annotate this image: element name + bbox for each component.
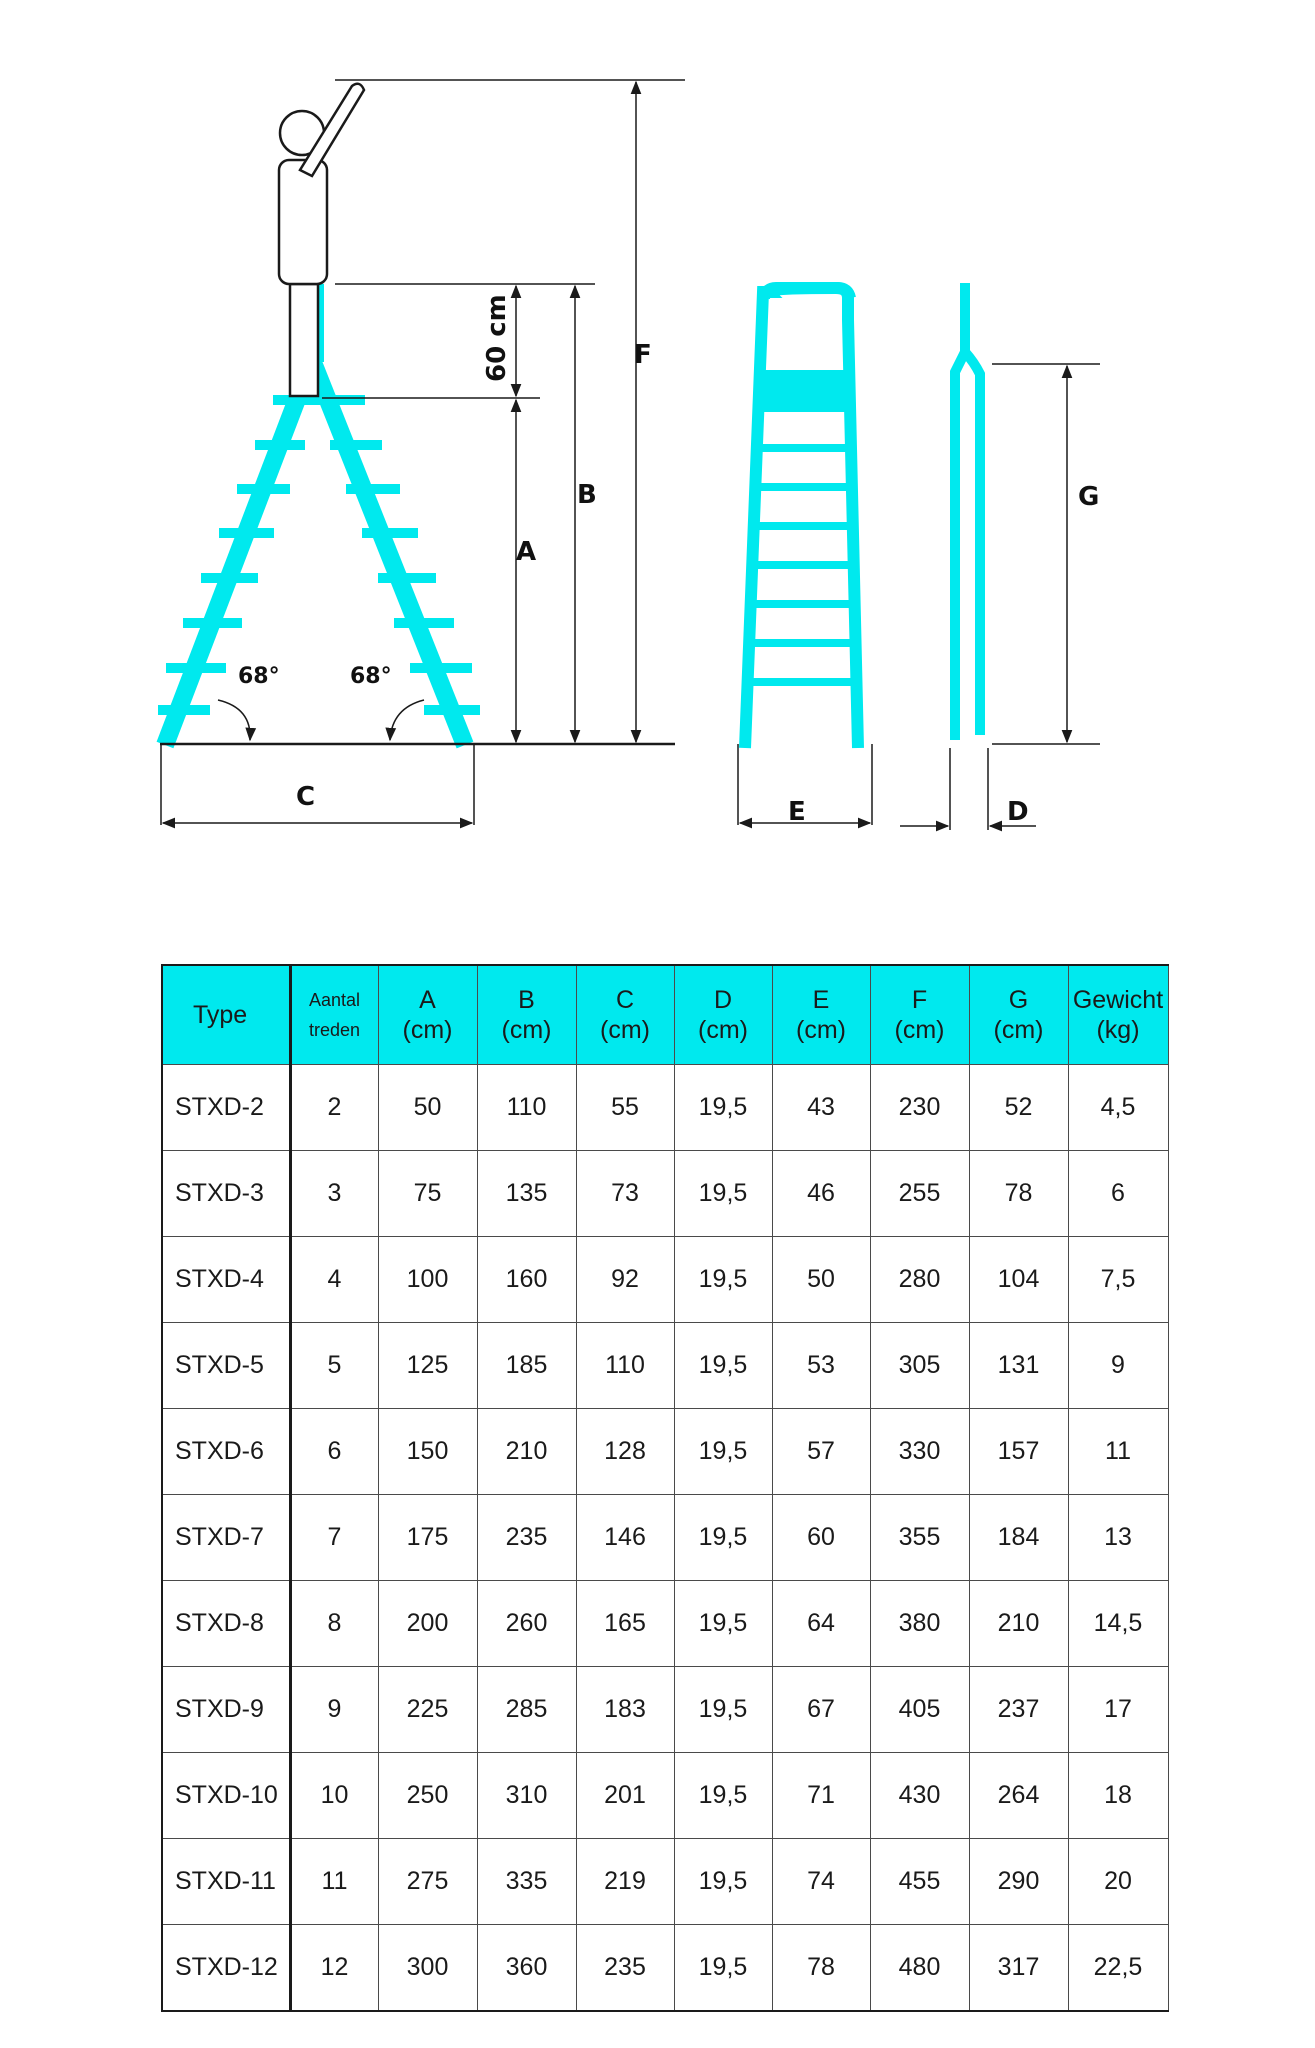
angle-right-label: 68° — [350, 664, 392, 689]
profile-rail-back — [955, 283, 965, 740]
cell-type: STXD-5 — [162, 1323, 290, 1409]
cell-d: 19,5 — [674, 1151, 772, 1237]
cell-f: 305 — [870, 1323, 969, 1409]
cell-type: STXD-8 — [162, 1581, 290, 1667]
cell-d: 19,5 — [674, 1237, 772, 1323]
table-row — [162, 1065, 1168, 1151]
cell-b: 335 — [477, 1839, 576, 1925]
cell-g: 184 — [969, 1495, 1068, 1581]
cell-c: 55 — [576, 1065, 674, 1151]
person-legs — [290, 284, 318, 396]
cell-g: 317 — [969, 1925, 1068, 2012]
cell-steps: 10 — [290, 1753, 378, 1839]
label-c: C — [296, 782, 316, 812]
label-a: A — [516, 537, 537, 567]
cell-b: 310 — [477, 1753, 576, 1839]
cell-b: 260 — [477, 1581, 576, 1667]
cell-type: STXD-7 — [162, 1495, 290, 1581]
cell-steps: 2 — [290, 1065, 378, 1151]
cell-steps: 7 — [290, 1495, 378, 1581]
cell-weight: 17 — [1068, 1667, 1168, 1753]
cell-e: 46 — [772, 1151, 870, 1237]
cell-g: 237 — [969, 1667, 1068, 1753]
cell-d: 19,5 — [674, 1667, 772, 1753]
cell-b: 160 — [477, 1237, 576, 1323]
cell-e: 67 — [772, 1667, 870, 1753]
table-row — [162, 1237, 1168, 1323]
header-row — [162, 965, 1168, 1065]
cell-g: 131 — [969, 1323, 1068, 1409]
label-60cm: 60 cm — [482, 294, 512, 382]
cell-steps: 11 — [290, 1839, 378, 1925]
table-row — [162, 1667, 1168, 1753]
cell-b: 360 — [477, 1925, 576, 2012]
cell-steps: 9 — [290, 1667, 378, 1753]
cell-b: 110 — [477, 1065, 576, 1151]
cell-f: 330 — [870, 1409, 969, 1495]
profile-view-ladder — [955, 283, 980, 740]
cell-a: 50 — [378, 1065, 477, 1151]
table-header — [162, 965, 1168, 1065]
cell-type: STXD-12 — [162, 1925, 290, 2012]
cell-a: 200 — [378, 1581, 477, 1667]
header-d: D (cm) — [674, 965, 772, 1065]
cell-f: 455 — [870, 1839, 969, 1925]
cell-e: 74 — [772, 1839, 870, 1925]
cell-e: 78 — [772, 1925, 870, 2012]
cell-c: 92 — [576, 1237, 674, 1323]
cell-type: STXD-4 — [162, 1237, 290, 1323]
g-dimension — [992, 364, 1100, 744]
cell-g: 52 — [969, 1065, 1068, 1151]
cell-a: 125 — [378, 1323, 477, 1409]
cell-type: STXD-11 — [162, 1839, 290, 1925]
cell-e: 50 — [772, 1237, 870, 1323]
cell-c: 73 — [576, 1151, 674, 1237]
cell-type: STXD-10 — [162, 1753, 290, 1839]
cell-a: 250 — [378, 1753, 477, 1839]
cell-type: STXD-6 — [162, 1409, 290, 1495]
angle-left-label: 68° — [238, 664, 280, 689]
label-g: G — [1078, 482, 1100, 512]
header-c: C (cm) — [576, 965, 674, 1065]
cell-e: 53 — [772, 1323, 870, 1409]
profile-rail-front — [965, 352, 980, 735]
cell-a: 75 — [378, 1151, 477, 1237]
cell-type: STXD-9 — [162, 1667, 290, 1753]
cell-f: 430 — [870, 1753, 969, 1839]
dimension-arrows — [161, 82, 636, 825]
cell-weight: 22,5 — [1068, 1925, 1168, 2012]
side-view-ladder — [745, 288, 859, 748]
table-row — [162, 1925, 1168, 2012]
angle-arc-right — [390, 700, 424, 740]
cell-c: 219 — [576, 1839, 674, 1925]
cell-e: 64 — [772, 1581, 870, 1667]
side-view-steps — [751, 448, 859, 682]
cell-g: 78 — [969, 1151, 1068, 1237]
header-e: E (cm) — [772, 965, 870, 1065]
cell-b: 235 — [477, 1495, 576, 1581]
header-type: Type — [162, 965, 290, 1065]
person-body — [279, 160, 327, 284]
side-view-platform — [764, 370, 854, 412]
cell-g: 157 — [969, 1409, 1068, 1495]
cell-weight: 20 — [1068, 1839, 1168, 1925]
cell-g: 210 — [969, 1581, 1068, 1667]
cell-steps: 3 — [290, 1151, 378, 1237]
angle-arcs — [218, 700, 424, 740]
table-row — [162, 1409, 1168, 1495]
cell-f: 480 — [870, 1925, 969, 2012]
table-row — [162, 1753, 1168, 1839]
cell-c: 110 — [576, 1323, 674, 1409]
table-row — [162, 1151, 1168, 1237]
cell-e: 57 — [772, 1409, 870, 1495]
label-b: B — [577, 480, 597, 510]
cell-e: 71 — [772, 1753, 870, 1839]
cell-d: 19,5 — [674, 1839, 772, 1925]
cell-a: 225 — [378, 1667, 477, 1753]
header-weight: Gewicht (kg) — [1068, 965, 1168, 1065]
cell-c: 128 — [576, 1409, 674, 1495]
table-row — [162, 1323, 1168, 1409]
specifications-table — [161, 964, 1169, 2012]
cell-weight: 18 — [1068, 1753, 1168, 1839]
cell-d: 19,5 — [674, 1495, 772, 1581]
cell-g: 104 — [969, 1237, 1068, 1323]
header-f: F (cm) — [870, 965, 969, 1065]
cell-b: 210 — [477, 1409, 576, 1495]
cell-steps: 4 — [290, 1237, 378, 1323]
cell-weight: 6 — [1068, 1151, 1168, 1237]
cell-steps: 12 — [290, 1925, 378, 2012]
cell-d: 19,5 — [674, 1409, 772, 1495]
cell-steps: 6 — [290, 1409, 378, 1495]
cell-f: 230 — [870, 1065, 969, 1151]
cell-f: 380 — [870, 1581, 969, 1667]
header-steps: Aantal treden — [290, 965, 378, 1065]
cell-steps: 5 — [290, 1323, 378, 1409]
cell-a: 275 — [378, 1839, 477, 1925]
cell-weight: 9 — [1068, 1323, 1168, 1409]
cell-b: 135 — [477, 1151, 576, 1237]
cell-weight: 4,5 — [1068, 1065, 1168, 1151]
cell-c: 183 — [576, 1667, 674, 1753]
cell-c: 146 — [576, 1495, 674, 1581]
label-d: D — [1007, 797, 1029, 827]
cell-c: 235 — [576, 1925, 674, 2012]
cell-a: 175 — [378, 1495, 477, 1581]
table-row — [162, 1839, 1168, 1925]
table-row — [162, 1581, 1168, 1667]
cell-a: 100 — [378, 1237, 477, 1323]
cell-weight: 14,5 — [1068, 1581, 1168, 1667]
cell-type: STXD-2 — [162, 1065, 290, 1151]
cell-weight: 7,5 — [1068, 1237, 1168, 1323]
cell-d: 19,5 — [674, 1753, 772, 1839]
ladder-dimension-diagram — [0, 0, 1315, 870]
cell-f: 355 — [870, 1495, 969, 1581]
cell-weight: 13 — [1068, 1495, 1168, 1581]
cell-weight: 11 — [1068, 1409, 1168, 1495]
header-g: G (cm) — [969, 965, 1068, 1065]
cell-e: 60 — [772, 1495, 870, 1581]
cell-f: 255 — [870, 1151, 969, 1237]
cell-d: 19,5 — [674, 1065, 772, 1151]
label-e: E — [788, 797, 806, 827]
cell-a: 300 — [378, 1925, 477, 2012]
cell-d: 19,5 — [674, 1581, 772, 1667]
cell-d: 19,5 — [674, 1323, 772, 1409]
header-b: B (cm) — [477, 965, 576, 1065]
angle-arc-left — [218, 700, 250, 740]
label-f: F — [634, 340, 652, 370]
table-body — [162, 1065, 1168, 2012]
cell-a: 150 — [378, 1409, 477, 1495]
cell-c: 201 — [576, 1753, 674, 1839]
cell-steps: 8 — [290, 1581, 378, 1667]
table-row — [162, 1495, 1168, 1581]
cell-f: 280 — [870, 1237, 969, 1323]
header-a: A (cm) — [378, 965, 477, 1065]
cell-g: 290 — [969, 1839, 1068, 1925]
cell-type: STXD-3 — [162, 1151, 290, 1237]
cell-g: 264 — [969, 1753, 1068, 1839]
cell-b: 285 — [477, 1667, 576, 1753]
cell-d: 19,5 — [674, 1925, 772, 2012]
cell-c: 165 — [576, 1581, 674, 1667]
cell-f: 405 — [870, 1667, 969, 1753]
cell-b: 185 — [477, 1323, 576, 1409]
cell-e: 43 — [772, 1065, 870, 1151]
